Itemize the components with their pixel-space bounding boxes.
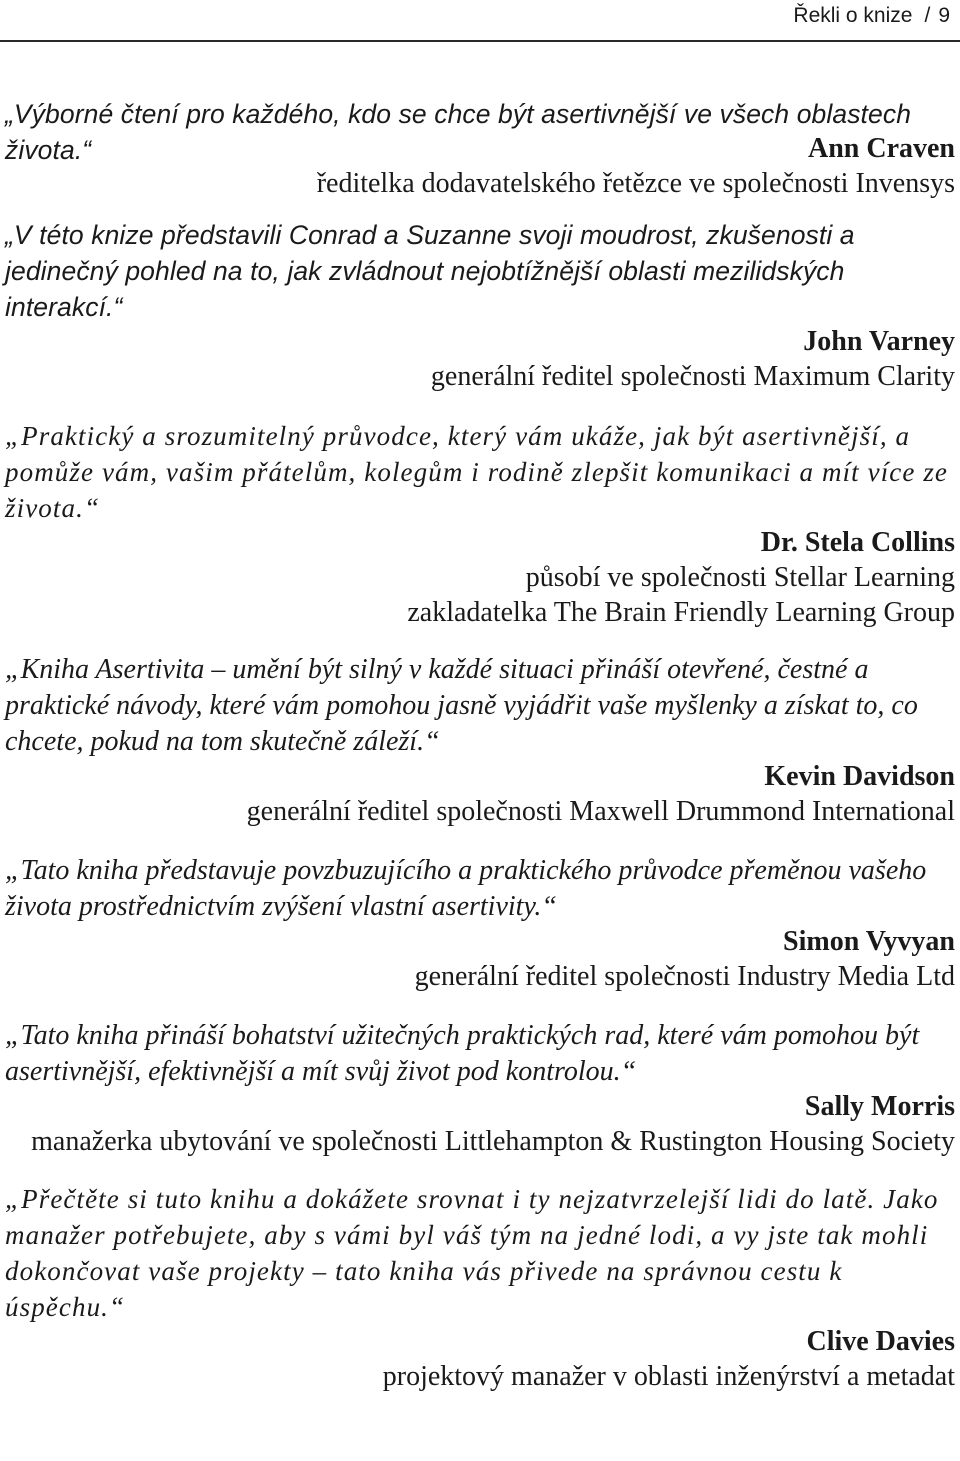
testimonial-author: John Varney [803,326,955,357]
page-header [0,0,960,42]
section-title: Řekli o knize [793,4,913,27]
testimonial-role: projektový manažer v oblasti inženýrství a metadat [382,1361,955,1392]
testimonial-role: působí ve společnosti Stellar Learning [525,562,955,593]
testimonial [5,418,955,630]
testimonial-author: Clive Davies [806,1326,955,1357]
testimonial-role: ředitelka dodavatelského řetězce ve společnosti Invensys [316,168,955,199]
header-separator: / [924,4,931,27]
testimonial [5,217,955,394]
testimonial-quote: „Kniha Asertivita – umění být silný v každé situaci přináší otevřené, čestné a praktické návody, které vám pomohou jasně vyjádřit vaše myšlenky a získat to, co chcete, pokud na tom skutečně záleží.“ [5,654,918,757]
testimonial [5,1018,955,1159]
testimonial-quote: „Tato kniha představuje povzbuzujícího a praktického průvodce přeměnou vašeho života prostřednictvím zvýšení vlastní asertivity.“ [5,855,927,922]
testimonial [5,853,955,994]
testimonial-quote: „Výborné čtení pro každého, kdo se chce být asertivnější ve všech oblastech života.“ [5,99,912,165]
testimonial-role: manažerka ubytování ve společnosti Littlehampton & Rustington Housing Society [31,1126,955,1157]
testimonial [5,96,955,201]
testimonial-author: Ann Craven [807,133,955,164]
testimonial [5,1181,955,1394]
testimonial-quote: „Praktický a srozumitelný průvodce, který vám ukáže, jak být asertivnější, a pomůže vám, vašim přátelům, kolegům i rodině zlepšit komunikaci a mít více ze života.“ [5,421,949,523]
page-number: 9 [938,4,950,27]
testimonial-role: generální ředitel společnosti Maximum Clarity [430,361,955,392]
running-header [793,2,950,30]
testimonial-quote: „Přečtěte si tuto knihu a dokážete srovnat i ty nejzatvrzelejší lidi do latě. Jako manažer potřebujete, aby s vámi byl váš tým na jedné lodi, a vy jste tak mohli dokončovat vaše projekty – tato kniha vás přivede na správnou cestu k úspěchu.“ [5,1184,939,1322]
testimonial-role: zakladatelka The Brain Friendly Learning Group [407,597,955,628]
testimonial-role: generální ředitel společnosti Maxwell Drummond International [246,796,955,827]
testimonial-quote: „Tato kniha přináší bohatství užitečných praktických rad, které vám pomohou být asertivnější, efektivnější a mít svůj život pod kontrolou.“ [5,1020,920,1087]
testimonial-quote: „V této knize představili Conrad a Suzanne svoji moudrost, zkušenosti a jedinečný pohled na to, jak zvládnout nejobtížnější oblasti mezilidských interakcí.“ [5,220,855,322]
testimonial-role: generální ředitel společnosti Industry Media Ltd [414,961,955,992]
testimonial-author: Dr. Stela Collins [760,527,955,558]
testimonial-author: Simon Vyvyan [783,926,955,957]
testimonials-list [5,96,955,1412]
testimonial [5,652,955,829]
testimonial-author: Kevin Davidson [764,761,955,792]
testimonial-author: Sally Morris [804,1091,955,1122]
